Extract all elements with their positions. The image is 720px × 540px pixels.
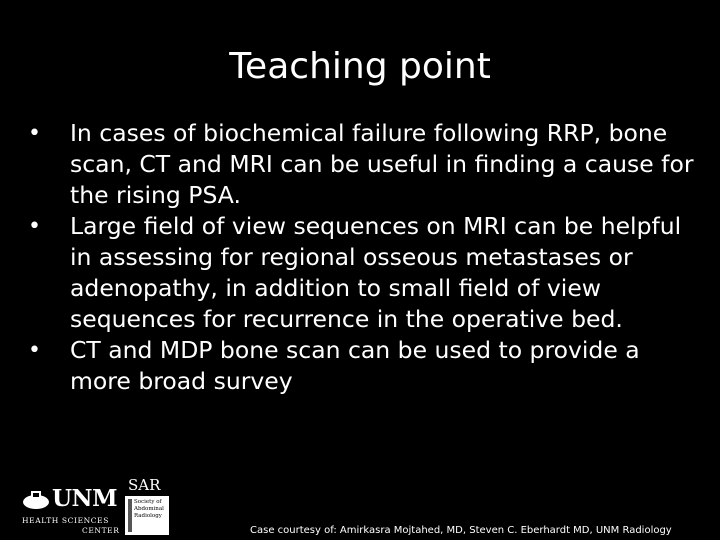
sar-logo-line: Radiology <box>134 513 162 519</box>
unm-logo-line2: CENTER <box>82 526 120 535</box>
bullet-list <box>26 118 696 397</box>
bullet-text: Large field of view sequences on MRI can be helpful in assessing for regional osseous metastases or adenopathy, in addition to small field of view sequences for recurrence in the operative bed. <box>70 212 682 333</box>
bullet-icon: • <box>28 338 41 363</box>
sar-logo-name: SAR <box>128 476 161 494</box>
sar-logo-text <box>134 499 164 520</box>
bullet-item <box>26 118 696 211</box>
unm-logo-line1: HEALTH SCIENCES <box>22 516 109 525</box>
sar-logo-line: Abdominal <box>134 506 164 512</box>
unm-emblem-icon <box>22 488 50 510</box>
bullet-icon: • <box>28 214 41 239</box>
bullet-text: CT and MDP bone scan can be used to provide a more broad survey <box>70 336 640 395</box>
sar-logo-box <box>125 496 169 535</box>
sar-logo-line: Society of <box>134 499 162 505</box>
case-credit: Case courtesy of: Amirkasra Mojtahed, MD, Steven C. Eberhardt MD, UNM Radiology <box>250 525 672 536</box>
unm-logo-name: UNM <box>52 485 118 512</box>
bullet-icon: • <box>28 121 41 146</box>
sar-logo <box>125 476 169 536</box>
slide-title: Teaching point <box>229 46 491 87</box>
bullet-text: In cases of biochemical failure following RRP, bone scan, CT and MRI can be useful in finding a cause for the rising PSA. <box>70 119 694 209</box>
bullet-item <box>26 211 696 335</box>
bullet-item <box>26 335 696 397</box>
sar-logo-stripe <box>128 499 132 532</box>
unm-logo <box>22 486 122 536</box>
